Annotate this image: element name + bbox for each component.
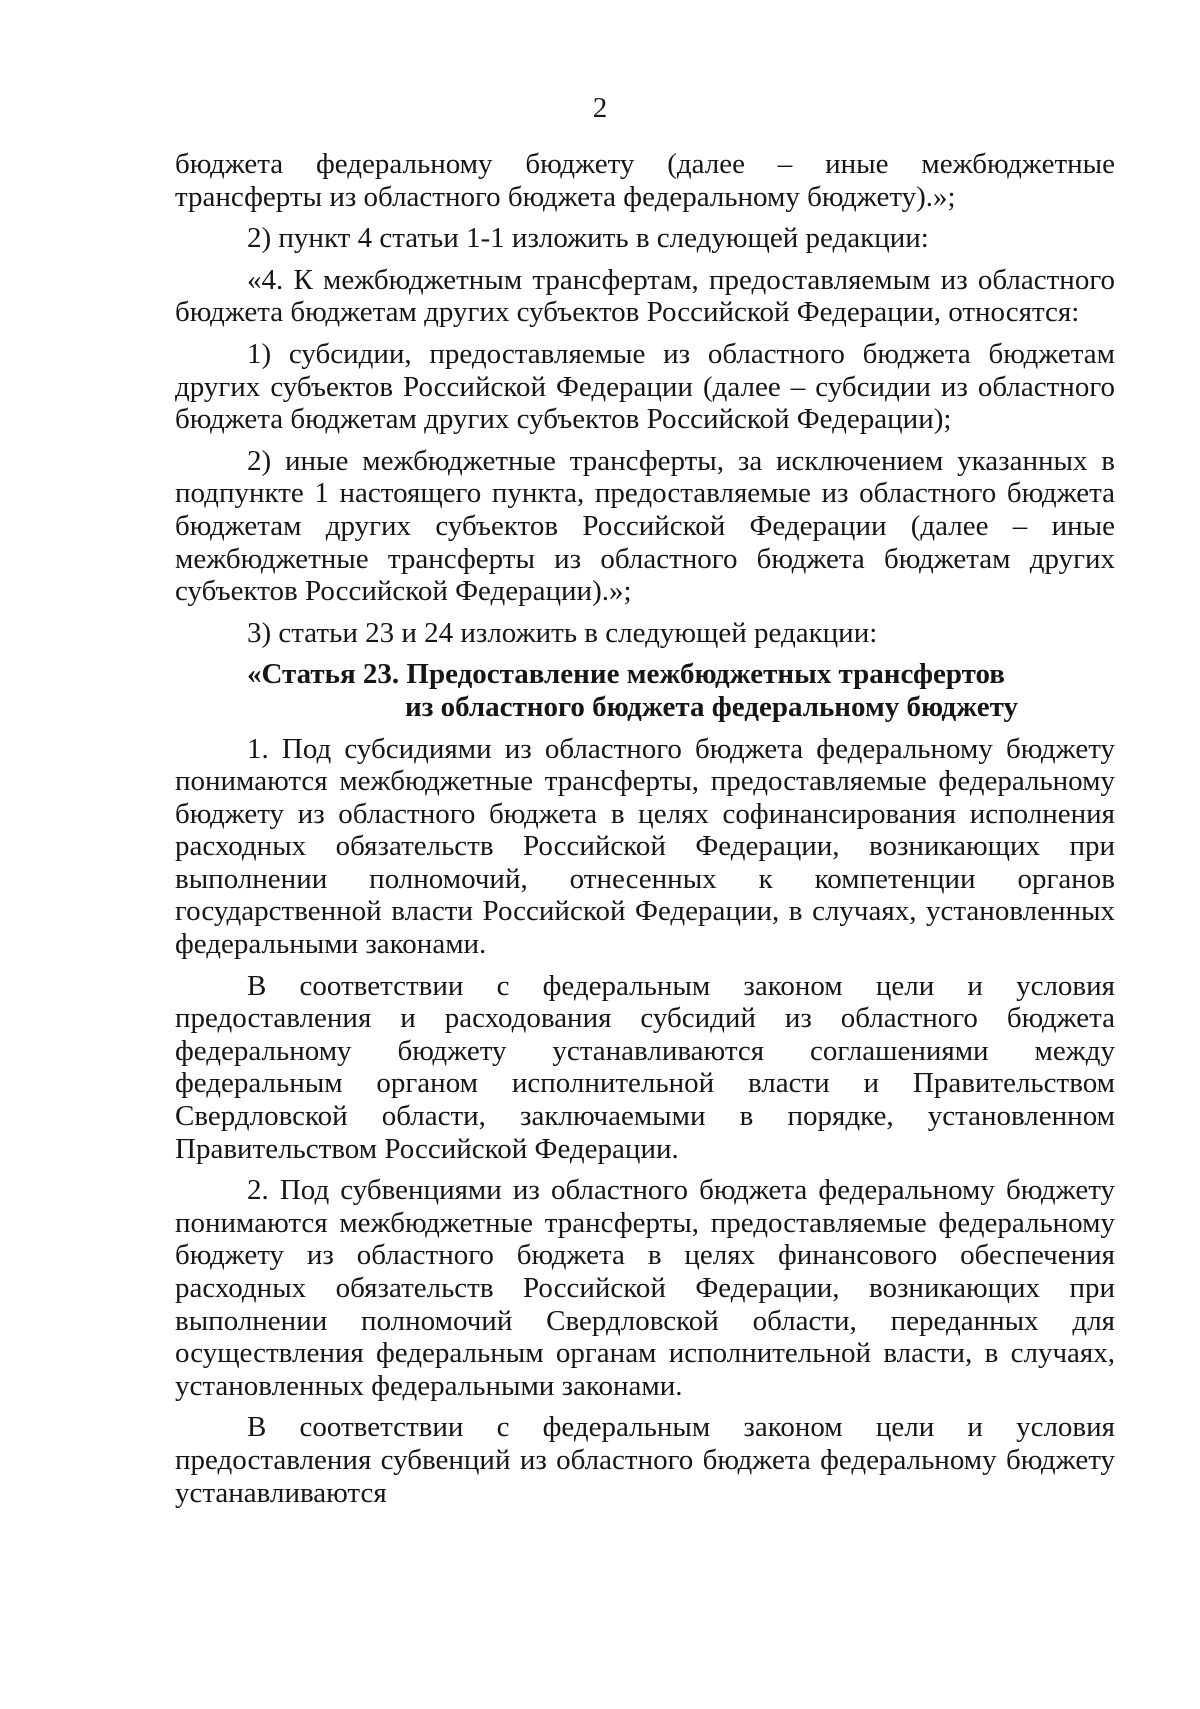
article-heading-line-2: из областного бюджета федеральному бюджету [405, 690, 1019, 723]
article-heading-line-1: «Статья 23. Предоставление межбюджетных трансфертов [247, 658, 1005, 691]
paragraph-clause-4: «4. К межбюджетным трансфертам, предоставляемым из областного бюджета бюджетам других субъектов Российской Федерации, относятся: [175, 263, 1115, 329]
paragraph-continuation: бюджета федеральному бюджету (далее – иные межбюджетные трансферты из областного бюджета федеральному бюджету).»; [175, 148, 1115, 213]
page-number: 2 [592, 92, 608, 124]
paragraph-subventions-conditions: В соответствии с федеральным законом цели и условия предоставления субвенций из областного бюджета федеральному бюджету устанавливаются [175, 1411, 1115, 1509]
article-heading [175, 658, 1115, 723]
paragraph-subsidies-definition: 1. Под субсидиями из областного бюджета федеральному бюджету понимаются межбюджетные трансферты, предоставляемые федеральному бюджету из областного бюджета в целях софинансирования исполнения расходных обязательств Российской Федерации, возникающих при выполнении полномочий, отнесенных к компетенции органов государственной власти Российской Федерации, в случаях, установленных федеральными законами. [175, 732, 1115, 961]
paragraph-amendment-3: 3) статьи 23 и 24 изложить в следующей редакции: [247, 616, 878, 649]
document-body [175, 148, 1115, 1509]
paragraph-subventions-definition: 2. Под субвенциями из областного бюджета федеральному бюджету понимаются межбюджетные трансферты, предоставляемые федеральному бюджету из областного бюджета в целях финансового обеспечения расходных обязательств Российской Федерации, возникающих при выполнении полномочий Свердловской области, переданных для осуществления федеральным органам исполнительной власти, в случаях, установленных федеральными законами. [175, 1174, 1115, 1402]
paragraph-subsidies-conditions: В соответствии с федеральным законом цели и условия предоставления и расходования субсидий из областного бюджета федеральному бюджету устанавливаются соглашениями между федеральным органом исполнительной власти и Правительством Свердловской области, заключаемыми в порядке, установленном Правительством Российской Федерации. [175, 969, 1115, 1165]
paragraph-amendment-2: 2) пункт 4 статьи 1-1 изложить в следующей редакции: [247, 222, 929, 255]
paragraph-subclause-2: 2) иные межбюджетные трансферты, за исключением указанных в подпункте 1 настоящего пункта, предоставляемые из областного бюджета бюджетам других субъектов Российской Федерации (далее – иные межбюджетные трансферты из областного бюджета бюджетам других субъектов Российской Федерации).»; [175, 444, 1115, 608]
paragraph-subclause-1: 1) субсидии, предоставляемые из областного бюджета бюджетам других субъектов Российской Федерации (далее – субсидии из областного бюджета бюджетам других субъектов Российской Федерации); [175, 337, 1115, 436]
